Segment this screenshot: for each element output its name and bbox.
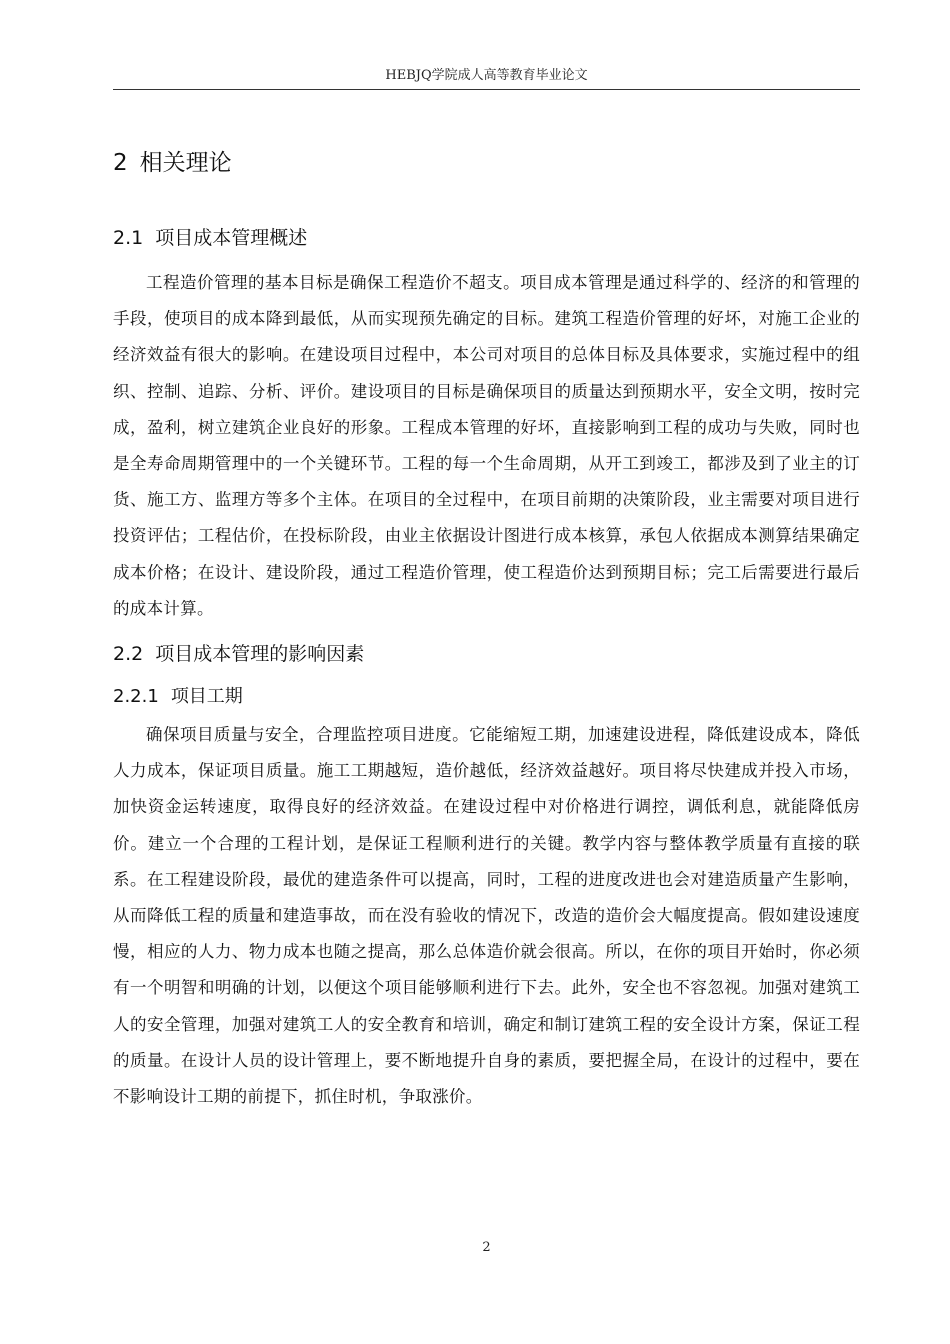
section-title: 项目成本管理的影响因素 xyxy=(155,643,365,666)
subsection-2-2-1-paragraph: 确保项目质量与安全，合理监控项目进度。它能缩短工期，加速建设进程，降低建设成本，降低人力成本，保证项目质量。施工工期越短，造价越低，经济效益越好。项目将尽快建成并投入市场，加快资金运转速度，取得良好的经济效益。在建设过程中对价格进行调控，调低利息，就能降低房价。建立一个合理的工程计划，是保证工程顺利进行的关键。教学内容与整体教学质量有直接的联系。在工程建设阶段，最优的建造条件可以提高，同时，工程的进度改进也会对建造质量产生影响，从而降低工程的质量和建造事故，而在没有验收的情况下，改造的造价会大幅度提高。假如建设速度慢，相应的人力、物力成本也随之提高，那么总体造价就会很高。所以，在你的项目开始时，你必须有一个明智和明确的计划，以便这个项目能够顺利进行下去。此外，安全也不容忽视。加强对建筑工人的安全管理，加强对建筑工人的安全教育和培训，确定和制订建筑工程的安全设计方案，保证工程的质量。在设计人员的设计管理上，要不断地提升自身的素质，要把握全局，在设计的过程中，要在不影响设计工期的前提下，抓住时机，争取涨价。 xyxy=(113,725,860,1107)
page-body xyxy=(113,140,860,1115)
section-number: 2.2 xyxy=(113,643,144,666)
section-number: 2.1 xyxy=(113,227,144,249)
page-number: 2 xyxy=(482,1240,491,1255)
section-heading-2-1 xyxy=(113,219,860,257)
section-title: 项目成本管理概述 xyxy=(155,227,308,249)
subsection-number: 2.2.1 xyxy=(113,686,159,708)
chapter-title: 相关理论 xyxy=(139,150,232,176)
header-divider xyxy=(113,89,860,90)
section-2-1-paragraph: 工程造价管理的基本目标是确保工程造价不超支。项目成本管理是通过科学的、经济的和管理的手段，使项目的成本降到最低，从而实现预先确定的目标。建筑工程造价管理的好坏，对施工企业的经济效益有很大的影响。在建设项目过程中，本公司对项目的总体目标及具体要求，实施过程中的组织、控制、追踪、分析、评价。建设项目的目标是确保项目的质量达到预期水平，安全文明，按时完成，盈利，树立建筑企业良好的形象。工程成本管理的好坏，直接影响到工程的成功与失败，同时也是全寿命周期管理中的一个关键环节。工程的每一个生命周期，从开工到竣工，都涉及到了业主的订货、施工方、监理方等多个主体。在项目的全过程中，在项目前期的决策阶段，业主需要对项目进行投资评估；工程估价，在投标阶段，由业主依据设计图进行成本核算，承包人依据成本测算结果确定成本价格；在设计、建设阶段，通过工程造价管理，使工程造价达到预期目标；完工后需要进行最后的成本计算。 xyxy=(113,273,860,618)
chapter-number: 2 xyxy=(113,150,128,176)
subsection-heading-2-2-1 xyxy=(113,679,860,715)
running-header: HEBJQ学院成人高等教育毕业论文 xyxy=(385,68,588,83)
section-heading-2-2 xyxy=(113,635,860,673)
subsection-title: 项目工期 xyxy=(170,686,243,708)
chapter-heading xyxy=(113,140,860,186)
